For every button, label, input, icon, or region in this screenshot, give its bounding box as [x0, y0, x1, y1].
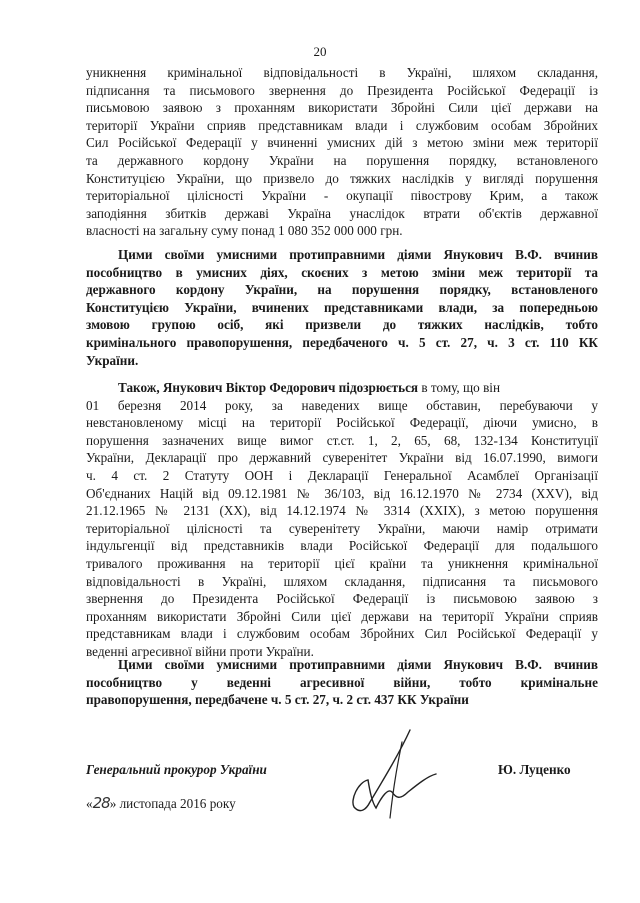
text-line: ч. 4 ст. 2 Статуту ООН і Декларації Генеральної Асамблеї Організації — [86, 467, 598, 483]
text-line: уникнення кримінальної відповідальності в Україні, шляхом складання, — [86, 65, 598, 80]
paragraph-2-bold — [86, 246, 598, 369]
text-line: територіальної цілісності та суверенітету України, маючи намір отримати — [86, 520, 598, 536]
text-line: державного кордону України, на порушення порядку, встановленого — [86, 282, 598, 298]
text-line: України, Декларації про державний суверенітет України від 16.07.1990, вимоги — [86, 450, 598, 466]
handwritten-signature — [340, 722, 450, 832]
text-line: представникам влади і службовим особам Збройних Сил Російської Федерації у — [86, 626, 598, 642]
text-line: Конституцією України, вчинених представниками влади, за попередньою — [86, 299, 598, 315]
text-line: веденні агресивної війни проти України. — [86, 643, 314, 659]
text-line: Цими своїми умисними протиправними діями Янукович В.Ф. вчинив — [118, 657, 598, 672]
text-line: 21.12.1965 № 2131 (XX), від 14.12.1974 № 3314 (XXIX), з метою порушення — [86, 503, 598, 519]
text-line: власності на загальну суму понад 1 080 352 000 000 грн. — [86, 223, 403, 239]
text-line: пособництво у веденні агресивної війни, тобто кримінальне — [86, 674, 598, 690]
text-line: проханням використати Збройні Сили цієї держави на території України сприяв — [86, 608, 598, 624]
signatory-name: Ю. Луценко — [498, 762, 571, 777]
text-line: індульгенції від представників влади Російської Федерації для подальшого — [86, 538, 598, 554]
paragraph-4-bold — [86, 656, 598, 709]
text-line: території України сприяв представникам влади і службовим особам Збройних — [86, 117, 598, 133]
signature-date — [86, 794, 236, 812]
text-line: невстановленому місці на території Російської Федерації, діючи умисно, в — [86, 415, 598, 431]
date-open-quote: « — [86, 796, 93, 811]
text-line-first — [86, 379, 598, 397]
text-line: Конституцією України, що призвело до тяжких наслідків у вигляді порушення — [86, 170, 598, 186]
suspect-phrase: Також, Янукович Віктор Федорович підозрюється — [118, 380, 419, 395]
text-line: Цими своїми умисними протиправними діями Янукович В.Ф. вчинив — [118, 247, 598, 262]
text-line: Об'єднаних Націй від 09.12.1981 № 36/103, від 16.12.1970 № 2734 (XXV), від — [86, 485, 598, 501]
text-line: змовою групою осіб, які призвели до тяжких наслідків, тобто — [86, 317, 598, 333]
paragraph-1 — [86, 64, 598, 240]
text-line: заподіяння збитків державі Україна унаслідок втрати об'єктів державної — [86, 205, 598, 221]
text-line: Сил Російської Федерації у вчиненні умисних дій з метою зміни меж території — [86, 135, 598, 151]
text-line: письмовою заявою з проханням використати Збройні Сили цієї держави на — [86, 100, 598, 116]
paragraph-3 — [86, 379, 598, 661]
text-fragment: в тому, що він — [418, 380, 501, 395]
date-rest: » листопада 2016 року — [109, 796, 236, 811]
page-number: 20 — [313, 44, 327, 59]
text-line: відповідальності в Україні, шляхом складання, підписання та письмового — [86, 573, 598, 589]
text-line: звернення до Президента Російської Федерації із письмовою заявою з — [86, 591, 598, 607]
signatory-title: Генеральний прокурор України — [86, 762, 267, 777]
text-line: України. — [86, 352, 139, 368]
text-line: порушення зазначених вище вимог ст.ст. 1, 2, 65, 68, 132-134 Конституції — [86, 432, 598, 448]
date-day-handwritten: 28 — [92, 794, 110, 812]
text-line: підписання та письмового звернення до Президента Російської Федерації із — [86, 82, 598, 98]
text-line: тривалого проживання на території цієї країни та уникнення кримінальної — [86, 555, 598, 571]
text-line: 01 березня 2014 року, за наведених вище обставин, перебуваючи у — [86, 397, 598, 413]
text-line: пособництво в умисних діях, скоєних з метою зміни меж території та — [86, 264, 598, 280]
text-line: правопорушення, передбачене ч. 5 ст. 27, ч. 2 ст. 437 КК України — [86, 692, 469, 708]
text-line: територіальної цілісності України - окупації півострову Крим, а також — [86, 188, 598, 204]
text-line: та державного кордону України на порушення порядку, встановленого — [86, 152, 598, 168]
text-line: кримінального правопорушення, передбаченого ч. 5 ст. 27, ч. 3 ст. 110 КК — [86, 334, 598, 350]
